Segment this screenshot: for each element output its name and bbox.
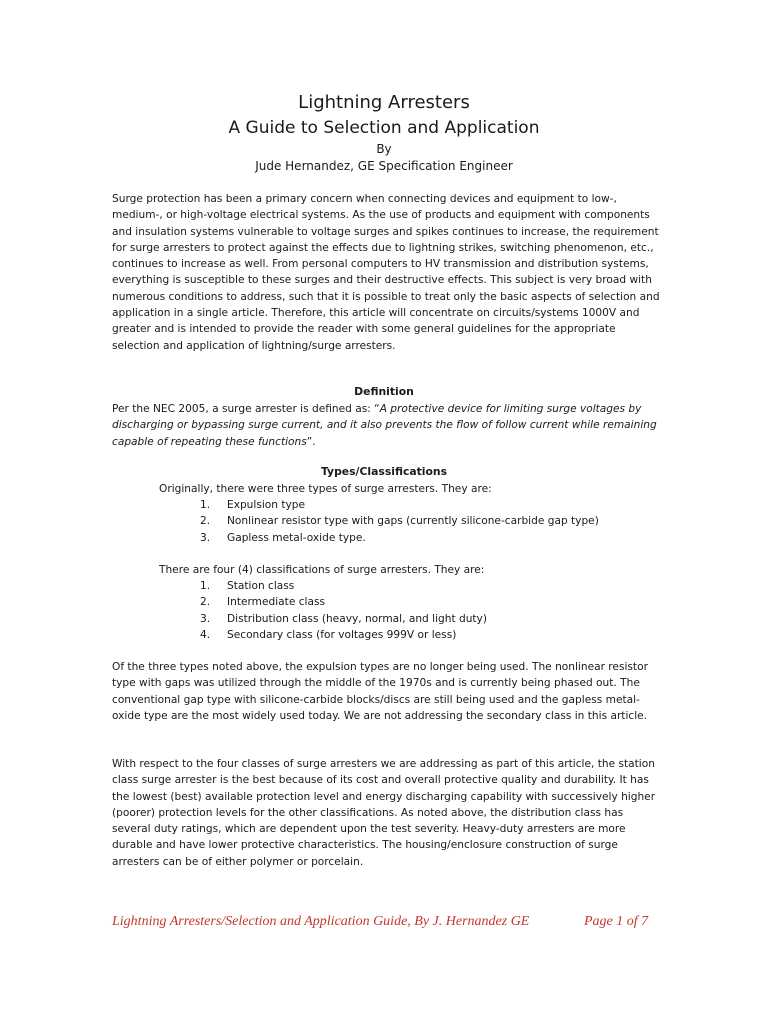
document-title: Lightning Arresters <box>298 92 470 113</box>
list-item <box>200 611 487 627</box>
classes-discussion-paragraph: With respect to the four classes of surge arresters we are addressing as part of this article, the station class surge arrester is the best because of its cost and overall protective quality and durability. It has the lowest (best) available protection level and energy discharging capability with successively higher (poorer) protection levels for the other classifications. As noted above, the distribution class has several duty ratings, which are dependent upon the test severity. Heavy-duty arresters are more durable and have lower protective characteristics. The housing/enclosure construction of surge arresters can be of either polymer or porcelain. <box>112 758 656 868</box>
classes-list <box>200 578 487 643</box>
list-item <box>200 594 487 610</box>
author-line: Jude Hernandez, GE Specification Engineer <box>255 159 513 173</box>
list-item <box>200 530 599 546</box>
list-item-number: 2. <box>200 515 211 528</box>
definition-heading: Definition <box>354 385 414 398</box>
list-item-number: 3. <box>200 612 211 625</box>
intro-paragraph: Surge protection has been a primary concern when connecting devices and equipment to low-, medium-, or high-voltage electrical systems. As the use of products and equipment with components and insulation systems vulnerable to voltage surges and spikes continues to increase, the requirement for surge arresters to protect against the effects due to lightning strikes, switching phenomenon, etc., continues to increase as well. From personal computers to HV transmission and distribution systems, everything is susceptible to these surges and their destructive effects. This subject is very broad with numerous conditions to address, such that it is possible to treat only the basic aspects of selection and application in a single article. Therefore, this article will concentrate on circuits/systems 1000V and greater and is intended to provide the reader with some general guidelines for the appropriate selection and application of lightning/surge arresters. <box>112 193 660 352</box>
types-heading: Types/Classifications <box>320 465 448 478</box>
definition-quote: A protective device for limiting surge voltages by discharging or bypassing surge current, and it also prevents the flow of follow current while remaining capable of repeating these functions <box>112 403 657 448</box>
list-item-text: Nonlinear resistor type with gaps (currently silicone-carbide gap type) <box>227 515 599 528</box>
definition-tail: ”. <box>306 435 316 448</box>
list-item-text: Station class <box>227 580 295 592</box>
document-subtitle: A Guide to Selection and Application <box>228 118 540 138</box>
types-discussion-paragraph: Of the three types noted above, the expulsion types are no longer being used. The nonlinear resistor type with gaps was utilized through the middle of the 1970s and is currently being phased out. The conventional gap type with silicone-carbide blocks/discs are still being used and the gapless metal-oxide type are the most widely used today. We are not addressing the secondary class in this article. <box>112 661 648 722</box>
types-list <box>200 497 599 546</box>
list-item-text: Expulsion type <box>227 499 306 511</box>
definition-lead: Per the NEC 2005, a surge arrester is defined as: “ <box>112 403 380 415</box>
list-item-text: Intermediate class <box>227 596 326 609</box>
definition-paragraph <box>112 401 660 450</box>
list-item <box>200 497 599 513</box>
list-item-number: 1. <box>200 499 211 511</box>
list-item-text: Secondary class (for voltages 999V or less) <box>227 628 457 641</box>
list-item-number: 2. <box>200 596 211 609</box>
list-item-number: 3. <box>200 531 211 544</box>
list-item <box>200 513 599 529</box>
classes-intro: There are four (4) classifications of surge arresters. They are: <box>159 564 485 576</box>
list-item <box>200 578 487 594</box>
footer-title: Lightning Arresters/Selection and Application Guide, By J. Hernandez GE <box>112 914 530 929</box>
list-item <box>200 627 487 643</box>
footer-page-number: Page 1 of 7 <box>584 914 649 929</box>
types-intro: Originally, there were three types of surge arresters. They are: <box>159 483 492 495</box>
list-item-text: Gapless metal-oxide type. <box>227 531 366 544</box>
list-item-number: 4. <box>200 628 211 641</box>
list-item-text: Distribution class (heavy, normal, and light duty) <box>227 612 487 625</box>
byline-label: By <box>376 142 392 156</box>
list-item-number: 1. <box>200 580 211 592</box>
